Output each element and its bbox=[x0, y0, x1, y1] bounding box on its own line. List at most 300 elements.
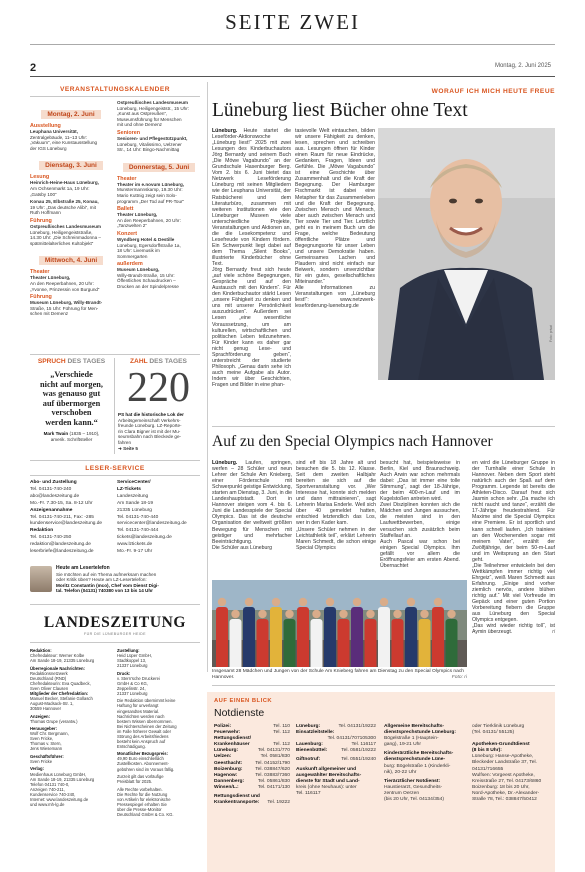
photo-person-head bbox=[339, 610, 347, 618]
calendar-event-line: Leuphana Universität, bbox=[30, 129, 78, 134]
impressum-line: Medienhaus Lüneburg GmbH, bbox=[30, 771, 87, 777]
calendar-event-line: 18 Uhr: Livemusik im bbox=[117, 248, 160, 254]
impressum-line: Alle Rechte vorbehalten. bbox=[117, 786, 163, 792]
notdienst-label: oder Tierklinik Lüneburg bbox=[472, 724, 525, 729]
photo-person-body bbox=[392, 619, 404, 667]
calendar-event bbox=[117, 182, 201, 204]
quote-line: was genauso gut bbox=[42, 389, 101, 399]
photo-person-body bbox=[284, 619, 296, 667]
calendar-event-line: Konau 25, Elbstraße 25, Konau, bbox=[30, 199, 99, 205]
number-text-line: Arbeitsgemeinschaft Verkehrs- bbox=[118, 417, 181, 423]
notdienst-label: Boizenburg: 18 bis 20 Uhr, bbox=[472, 784, 530, 790]
impressum-line: Anzeigen: bbox=[30, 713, 51, 719]
impressum-line: Deutschland GmbH & Co. KG. bbox=[117, 811, 174, 817]
notdienst-label: Hagenow: bbox=[214, 772, 238, 778]
calendar-event-line: schen mit Demenz bbox=[30, 311, 69, 317]
calendar-event bbox=[30, 180, 112, 197]
service-line: kundenservice@landeszeitung.de bbox=[30, 521, 103, 527]
photo-person-body bbox=[432, 607, 444, 667]
calendar-event-line: „Gatsby 100“ bbox=[30, 191, 57, 197]
impressum-line: Redaktion: bbox=[30, 648, 52, 653]
impressum-line: Zustellkosten. Abonnement- bbox=[117, 761, 169, 767]
impressum-line: Überregionale Nachrichten: bbox=[30, 665, 85, 671]
calendar-category: außerdem bbox=[117, 261, 143, 268]
impressum-line: Sven Fricke, bbox=[30, 736, 54, 742]
photo-person-body bbox=[446, 619, 458, 667]
number-text-line: fahren ➜ Seite 5 bbox=[118, 440, 201, 451]
service-label: Abo- und Zustellung bbox=[30, 480, 77, 485]
service-line: servicecenter@landeszeitung.de bbox=[117, 521, 187, 527]
impressum-line: Pressespiegel erhalten Sie bbox=[117, 801, 167, 807]
impressum-line: Chefredakteur: Werner Kolbe bbox=[30, 653, 85, 659]
notdienst-label: Wulfsen: Vorgeest Apotheke, bbox=[472, 772, 535, 778]
notdienst-row bbox=[296, 791, 376, 797]
notdienst-phone: Tel. 116117 bbox=[351, 742, 376, 748]
notdienst-label: (8 bis 8 Uhr): bbox=[472, 748, 502, 754]
impressum-line: Zurzeit gilt das vorläufige bbox=[117, 774, 164, 780]
calendar-event-line: Drucken an der Spindelpresse bbox=[117, 284, 179, 290]
photo-person-body bbox=[378, 607, 390, 667]
impressum-line: und www.mh-lg.de bbox=[30, 801, 65, 807]
impressum-line: Sven Fricke bbox=[30, 758, 53, 764]
notdienst-phone: Tel. 03883/7360 bbox=[255, 772, 290, 778]
impressum-line: Jens Wiesemann bbox=[30, 746, 63, 752]
service-label: Anzeigenannahme bbox=[30, 507, 73, 513]
notdienste-column-2 bbox=[296, 724, 376, 797]
notdienst-phone: Tel. 0581/830 bbox=[260, 754, 290, 760]
calendar-day-chip: Montag, 2. Juni bbox=[41, 110, 100, 119]
notdienst-label: dienstsprechstunde Lüne- bbox=[384, 757, 446, 763]
impressum-line: Heid Lüper GmbH, bbox=[117, 653, 152, 659]
calendar-event-line: mit und ohne Demenz bbox=[117, 122, 162, 128]
photo-person-head bbox=[299, 598, 307, 606]
notdienst-row bbox=[384, 797, 468, 803]
photo-person-body bbox=[419, 619, 431, 667]
impressum-line: Entschädigung. bbox=[117, 743, 146, 749]
photo-person-body bbox=[230, 619, 242, 667]
calendar-category: Ausstellung bbox=[30, 123, 61, 129]
notdienst-label: dienste für Stadt und Land- bbox=[296, 778, 360, 784]
notdienst-label: Rettungsdienst und bbox=[214, 794, 260, 800]
photo-person-head bbox=[218, 598, 226, 606]
number-heading: ZAHL DES TAGES bbox=[130, 358, 187, 365]
notdienst-phone: Tel. 19222 bbox=[267, 800, 290, 806]
quote-line: nicht auf morgen, bbox=[40, 379, 103, 389]
impressum-line: Deutschland (RND) bbox=[30, 675, 67, 681]
notdienst-label: Apotheken-Grundtdienst bbox=[472, 742, 530, 748]
number-text bbox=[118, 412, 201, 451]
impressum-line: Anzeigen 740-211, bbox=[30, 786, 65, 792]
impressum-line: Zustellung: bbox=[117, 648, 140, 653]
article1-column-2: tasievolle Welt eintauchen, bilden wir unsere Fähigkeit zu denken, lesen, sprechen und schreiben aus. Lesungen öffnen für Kinder einen Raum für neue Eindrücke, Gedanken, Fragen, Ideen und Gefühle. Die „Möwe Vagabundo“ ist eine Geschichte über Zusammenhalt und die Kraft der Begegnung. Der Hamburger Fischmarkt ist dabei eine Metapher für das Zusammenleben und die Kraft der Begegnung. Zwischen Mensch und Mensch, aber auch zwischen Mensch und Tier sowie Tier und Tier. Letztlich geht es in meinem Buch um die Frage, welche Bedeutung öffentliche Plätze und Begegnungsorte für unser Leben und unsere Demokratie haben. Gemeinsames Lachen und Plaudern sind nicht einfach nur Beiwerk, sondern unverzichtbar für ein gutes, gesellschaftliches Miteinander.“ Alle Informationen zu Veranstaltungen von „Lüneburg liest!“: www.netzwerk-leseförderung-lueneburg.de bbox=[295, 128, 375, 310]
impressum-line: August-Madsack-Str. 1, bbox=[30, 700, 74, 706]
notdienst-label: Nord-Apotheke, Dr.-Alexander- bbox=[472, 790, 540, 796]
notdienst-phone: Tel. 038847/620 bbox=[255, 766, 290, 772]
calendar-event-line: Ostpreußisches Landesmuseum bbox=[30, 223, 101, 229]
photo-person-body bbox=[243, 607, 255, 667]
impressum-line: Störung des Arbeitsfriedens bbox=[117, 733, 169, 739]
impressum-line: Herausgeber: bbox=[30, 726, 57, 732]
notdienst-phone: Tel. 04131/707105300 bbox=[327, 736, 376, 742]
calendar-event-line: Senioren- und Pflegestützpunkt, bbox=[117, 135, 188, 141]
impressum-line: Internet: www.landeszeitung.de bbox=[30, 796, 89, 802]
impressum-line: Die Rechte für die Nutzung bbox=[117, 791, 168, 797]
impressum-line: Thomas Grupe (verantw.) bbox=[30, 718, 78, 724]
calendar-day-chip: Donnerstag, 5. Juni bbox=[123, 163, 195, 172]
notdienst-label: Tel. 116117 bbox=[296, 790, 321, 796]
quote-line: werden kann.“ bbox=[45, 417, 98, 427]
calendar-category: Führung bbox=[30, 294, 52, 301]
notdienst-row bbox=[214, 800, 290, 806]
article1-column-1: Lüneburg. Heute startet die Lesefördеr-Aktionswoche „Lüneburg liest!“ 2025 mit zwei Lesungen des Kinderbuchautors Jörg Bernardy und seinem Buch „Die Möwe Vagabundo“ an der Grundschule Hasenburger Berg. Vom 2. bis 6. Juni bietet das Netzwerk Leseförderung Lüneburg mit seinen Mitgliedern wie der Leuphana Universität, der Ratsbücherei und dem Literaturbüro, zusammen mit weiteren Institutionen wie den Lüneburger Museen viele unterschiedliche Projekte, Veranstaltungen und Aktionen an, die die Lesekompetenz und Lesefreude von Kindern fördern. Ein Schwerpunkt liegt dabei auf dem Thema „Silent Books“, illustrierte Kinderbücher ohne Text. Jörg Bernardy freut sich heute „auf viele schöne Begegnungen, Gespräche und auf den Austausch mit den Kindern“. Für den Kinderbuchautor stärkt Lesen „unsere Fähigkeit zu denken und uns mit unserer Persönlichkeit auszudrücken“. Außerdem sei Lesen „eine wesentliche Voraussetzung, um am kulturellen, wirtschaftlichen und politischen Leben teilzunehmen. Für Kinder kann es daher gar nicht genug Lese- und Sprachförderung geben“, unterstreicht der studierte Philosoph. „Genau darin sehe ich auch meine Aufgabe als Autor. Indem wir über Geschichten, Fragen und Bilder in eine phan- bbox=[212, 128, 291, 388]
number-text-line: freunde Lüneburg. LZ-Reporte- bbox=[118, 423, 182, 429]
service-line: 21335 Lüneburg bbox=[117, 507, 152, 513]
calendar-event-line: Wyndberg Hotel & Destille bbox=[117, 236, 175, 242]
calendar-event-line: Lüneburg, Vitalissimo, Uelzener bbox=[117, 141, 182, 147]
impressum-line: Wolf Chr. Bergmann, bbox=[30, 731, 69, 737]
number-value: 220 bbox=[127, 365, 190, 411]
calendar-event-line: Straße, 15 Uhr: Führung für Men- bbox=[30, 305, 99, 311]
notdienst-phone: Tel. 0551/19240 bbox=[341, 757, 376, 763]
calendar-day-row bbox=[117, 156, 201, 174]
calendar-day-row bbox=[30, 103, 112, 121]
notdienst-phone: Tel. 112 bbox=[273, 742, 290, 748]
photo-person-head bbox=[353, 598, 361, 606]
photo-person-head bbox=[434, 598, 442, 606]
photo-person-head bbox=[407, 598, 415, 606]
notdienst-label: Krankentransporte: bbox=[214, 800, 260, 806]
quote-line: auf übermorgen bbox=[42, 398, 101, 408]
photo-person-head bbox=[285, 610, 293, 618]
impressum-line: 21337 Lüneburg bbox=[117, 663, 148, 669]
impressum-line: eingesandtes Material. bbox=[117, 708, 160, 714]
photo-person-body bbox=[351, 607, 363, 667]
number-text-line: rin Clara Bigner ist mit der Mu- bbox=[118, 428, 181, 434]
lesertelefon-line: Sie möchten auf ein Thema aufmerksam machen bbox=[56, 571, 157, 577]
calendar-category: Konzert bbox=[117, 230, 138, 237]
impressum-line: Preisblatt für 2025. bbox=[117, 779, 153, 785]
calendar-category: Führung bbox=[30, 217, 52, 224]
header-rule-bottom bbox=[30, 76, 555, 77]
photo-person-head bbox=[420, 610, 428, 618]
service-line: leserbriefe@landeszeitung.de bbox=[30, 549, 94, 555]
notdienst-label: gang), 19-21 Uhr bbox=[384, 742, 421, 748]
notdienst-label: Stralle 78, Tel.: 038847/50412 bbox=[472, 797, 537, 803]
article2-headline: Auf zu den Special Olympics nach Hannover bbox=[212, 433, 493, 450]
impressum-line: Kundenservice 740-240, bbox=[30, 791, 76, 797]
notdienst-label: Kinderärztliche Bereitschafts- bbox=[384, 751, 454, 757]
quote-author: Mark Twain (1835 – 1910), amerik. Schriftsteller bbox=[43, 431, 100, 442]
notdienst-label: Giftnotruf: bbox=[296, 757, 321, 763]
impressum-line: im Falle höherer Gewalt oder bbox=[117, 728, 171, 734]
impressum-line: GmbH & Co KG, bbox=[117, 680, 148, 686]
photo-person-head bbox=[258, 610, 266, 618]
photo-person-body bbox=[297, 607, 309, 667]
impressum-line: Chefredakteurin: Eva Quadbeck, bbox=[30, 680, 91, 686]
notdienst-label: (bis 20 Uhr, Tel. 04134/354) bbox=[384, 797, 444, 803]
notdienst-label: Rettungsdienst/ bbox=[214, 736, 251, 742]
calendar-event-line: Museumsführung für Menschen bbox=[117, 116, 182, 122]
service-line: Landeszeitung bbox=[117, 493, 149, 499]
page-number: 2 bbox=[30, 62, 37, 74]
calendar-event-line: Museum Lüneburg, Willy-Brandt- bbox=[30, 300, 103, 306]
calendar-event-line: der IGS Lüneburg bbox=[30, 145, 67, 151]
service-line: redaktion@landeszeitung.de bbox=[30, 542, 91, 548]
calendar-column-2 bbox=[117, 100, 201, 292]
notdienst-label: Allgemeine Bereitschafts- bbox=[384, 724, 445, 729]
notdienst-label: Feuerwehr: bbox=[214, 730, 241, 736]
calendar-event-line: spätmittelalterliches Kultobjekt“ bbox=[30, 240, 94, 246]
calendar-heading: VERANSTALTUNGSKALENDER bbox=[59, 86, 171, 93]
calendar-event-line: Öffentliches Schaudrucken – bbox=[117, 278, 176, 284]
impressum-line: Am Sande 18-19, 21335 Lüneburg bbox=[30, 776, 95, 782]
lesertelefon-line: oder Kritik üben? Heute am LZ-Lesertelefon: bbox=[56, 577, 147, 583]
page-section-title: SEITE ZWEI bbox=[225, 10, 360, 34]
calendar-category: Senioren bbox=[117, 129, 141, 136]
notdienst-phone: Tel. 04171/130 bbox=[257, 784, 290, 790]
notdienste-kicker: AUF EINEN BLICK bbox=[214, 698, 273, 704]
reporter-avatar bbox=[30, 566, 52, 592]
calendar-event-line: Lüneburg, Egersdorffstraße 1a, bbox=[117, 242, 181, 248]
photo-person-head bbox=[366, 610, 374, 618]
notdienst-phone: Tel. 112 bbox=[273, 730, 290, 736]
calendar-category: Theater bbox=[30, 269, 50, 276]
calendar-event-line: Theater Lüneburg, bbox=[30, 275, 71, 281]
photo-person-body bbox=[216, 607, 228, 667]
notdienst-label: Einsatzleitstelle: bbox=[296, 730, 335, 736]
impressum-line: Monatlicher Bezugspreis: bbox=[117, 751, 168, 757]
service-line: www.lztickets.de bbox=[117, 542, 153, 548]
number-link[interactable]: ➜ Seite 5 bbox=[118, 445, 138, 451]
calendar-category: Lesung bbox=[30, 174, 50, 181]
calendar-event bbox=[30, 199, 112, 216]
notdienst-phone: Tel. 04131/19222 bbox=[338, 724, 376, 729]
service-line: tickets@landeszeitung.de bbox=[117, 535, 172, 541]
photo-person-body bbox=[257, 619, 269, 667]
calendar-category: Theater bbox=[117, 175, 137, 182]
calendar-event-line: 14.30 Uhr: „Die Schreinmadonna – bbox=[30, 235, 101, 241]
notdienst-label: Winsen/L.: bbox=[214, 784, 239, 790]
calendar-event-line: Theater im e.novum Lüneburg, bbox=[117, 181, 185, 187]
calendar-event-line: Theater Lüneburg, bbox=[117, 212, 158, 218]
notdienst-label: nik), 20-22 Uhr bbox=[384, 769, 417, 775]
impressum-line: Nachrichten werden nach bbox=[117, 713, 165, 719]
calendar-event-line: Museum Lüneburg, bbox=[117, 267, 160, 273]
photo-person-head bbox=[312, 610, 320, 618]
notdienst-label: Boizenburg: bbox=[214, 766, 243, 772]
impressum-line: 49,90 Euro einschließlich bbox=[117, 756, 164, 762]
article2-caption: Insgesamt 28 Mädchen und Jungen von der Schule Am Knieberg fahren am Dienstag zu den Special Olympics nach Hannover. Foto: ri bbox=[212, 669, 467, 680]
notdienst-label: Haustierarzt, Gesundheits- bbox=[384, 784, 443, 790]
article2-column-3: besucht hat, beispielsweise in Berlin, Kiel und Braunschweig. Auch Arwin war schon mehrmals dabei: „Das ist immer eine tolle Stimmung“, sagt der 18-Jährige, der beim 400-m-Lauf und im Kugelstoßen antreten wird. Zwei Disziplinen konnten sich die Mädchen und Jungen aussuchen, die meisten sind in den Laufwettbewerben, einige versuchen sich zusätzlich beim Staffellauf an. Auch Pascal war schon bei einigen Special Olympics. Ihm gefällt vor allem die Eröffnungsfeier am ersten Abend. Übernachtet bbox=[380, 460, 460, 569]
notdienst-label: Bienenbüttel: bbox=[296, 748, 328, 754]
calendar-event-line: Am Ochsenmarkt 1a, 19 Uhr: bbox=[30, 185, 90, 191]
impressum-line: Sven Oliver Clausen bbox=[30, 685, 69, 691]
notdienste-column-1 bbox=[214, 724, 290, 806]
impressum-line: Mitglieder der Chefredaktion: bbox=[30, 690, 89, 696]
impressum-line: Zeppelinstr. 24, bbox=[117, 685, 146, 691]
notdienst-row bbox=[472, 797, 554, 803]
photo-person-head bbox=[245, 598, 253, 606]
service-line: Tel. 04131-740-211, Fax: -285 bbox=[30, 514, 94, 520]
service-line: Tel. 04131-740-444 bbox=[117, 528, 159, 534]
service-line: Tel. 04131-740-250 bbox=[30, 535, 72, 541]
notdienst-label: Bögelstraße 1 (Hauptein- bbox=[384, 736, 439, 742]
photo-person-head bbox=[447, 610, 455, 618]
lesertelefon-line: Moritz Constantin (mco), Chef vom Dienst Digi- bbox=[56, 582, 159, 588]
calendar-category: Ballett bbox=[117, 206, 134, 213]
impressum-line: bestem Wissen übernommen. bbox=[117, 718, 173, 724]
notdienst-label: zentrum Oerzen bbox=[384, 790, 420, 796]
impressum-line: besteht kein Anspruch auf bbox=[117, 738, 166, 744]
notdienste-headline: Notdienste bbox=[214, 707, 265, 719]
impressum-column-1 bbox=[30, 648, 112, 807]
photo-person-head bbox=[272, 598, 280, 606]
calendar-event-line: „Tanzwelten 2“ bbox=[117, 223, 147, 229]
notdienst-label: Lüneburg: Hanse-Apotheke, bbox=[472, 754, 534, 760]
calendar-column-1 bbox=[30, 100, 112, 319]
notdienst-phone: Tel. 04152/1790 bbox=[255, 760, 290, 766]
impressum-line: von Artikeln für elektronische bbox=[117, 796, 171, 802]
calendar-event-line: „Yvonne, Prinzessin von Burgund“ bbox=[30, 286, 100, 292]
photo-person-body bbox=[270, 607, 282, 667]
calendar-event-line: Heinrich-Heine-Haus Lüneburg, bbox=[30, 180, 99, 186]
impressum-line: v. Stern'sche Druckerei bbox=[117, 675, 160, 681]
impressum-line: Druck: bbox=[117, 670, 131, 676]
notdienst-label: kreis (ohne Neuhaus): unter bbox=[296, 784, 357, 790]
calendar-event-line: Lüneburg, Heiligengeiststraße, bbox=[30, 229, 93, 235]
article2-column-2: sind elf bis 18 Jahre alt und besuchen die 5. bis 12. Klasse. Seit dem zweiten Halbjahr bereiten sie sich auf die Sportveranstaltung vor. „Wer Interesse hat, konnte sich melden und dann mittrainieren“, sagt Lehrerin Marisa Enderle. Weil sich über 40 gemeldet hatten, entschied letztendlich das Los, wer in den Kader kam. „Unsere Schüler nehmen in der Leichtathletik teil“, erklärt Lehrerin Maren Schmedt, die schon einige Special Olympics bbox=[296, 460, 376, 551]
photo-person-body bbox=[405, 607, 417, 667]
calendar-event-line: An den Reeperbahnen, 20 Uhr: bbox=[30, 280, 94, 286]
notdienst-label: Polizei: bbox=[214, 724, 232, 729]
service-label: LZ-Tickets bbox=[117, 486, 141, 492]
impressum-line: Thomas v. Stern, bbox=[30, 741, 62, 747]
newspaper-logo: LANDESZEITUNG bbox=[43, 614, 187, 631]
notdienst-phone: Tel. 110 bbox=[273, 724, 290, 729]
calendar-event bbox=[30, 300, 112, 317]
impressum-line: Verlag: bbox=[30, 766, 44, 772]
service-label: Redaktion bbox=[30, 528, 54, 534]
notdienst-label: Tierärztlicher Notdienst: bbox=[384, 778, 441, 784]
calendar-event-line: Sommergarten bbox=[117, 253, 148, 259]
service-contacts-left bbox=[30, 480, 112, 556]
service-line: abo@landeszeitung.de bbox=[30, 493, 80, 499]
author-portrait-photo bbox=[378, 128, 555, 380]
issue-date: Montag, 2. Juni 2025 bbox=[494, 63, 551, 69]
impressum-line: Haftung für unverlangt bbox=[117, 703, 159, 709]
calendar-event bbox=[117, 267, 201, 289]
calendar-event bbox=[30, 275, 112, 292]
impressum-line: 21337 Lüneburg bbox=[117, 690, 148, 696]
notdienst-label: dienstsprechstunde Lüneburg: bbox=[384, 730, 457, 736]
impressum-line: 30559 Hannover bbox=[30, 706, 61, 712]
service-line: Tel. 04131-740-240 bbox=[30, 486, 72, 492]
photo-person-body bbox=[311, 619, 323, 667]
calendar-event bbox=[30, 129, 112, 151]
notdienst-label: burg: Bögelstraße 1 (Kinderkli- bbox=[384, 763, 451, 769]
calendar-day-row bbox=[30, 154, 112, 172]
calendar-event-line: Str., 14 Uhr: Bingo-Nachmittag bbox=[117, 147, 180, 153]
article2-column-4: en wird die Lüneburger Gruppe in der Turnhalle einer Schule in Hannover. Neben dem Sport steht natürlich auch der Spaß auf dem Programm. Legende ist bereits die Athleten-Disco. Darauf freut sich Jasmin schon sehr. „Da mache ich nicht raucht und tanze“, erzählt die 17-Jährige freudestrahlend. Für Maxime sind die Special Olympics eine Premiere. Er ist sportlich und kann schnell laufen. „Ich trainiere an den Wochenenden sogar mit meinem Vater“, erzählt der Zwölfjährige, der beim 50-m-Lauf und im Weitsprung an den Start geht. „Die Teilnehmer entwickeln bei den Wettkämpfen immer richtig viel Ehrgeiz“, weiß Maren Schmedt aus Erfahrung. „Einige sind vorher ziemlich nervös, andere blühen richtig auf.“ Mit viel Vorfreude im Gepäck und einer guten Portion Vorbereitung fiebern die Gruppe aus Lüneburg den Special Olympics entgegen. „Das wird wieder richtig toll“, ist Aymin überzeugt. ri bbox=[472, 460, 555, 636]
service-line: Tel. 04131-740-440 bbox=[117, 514, 159, 520]
number-text-line: seumsbahn nach Bleckede ge- bbox=[118, 434, 182, 440]
impressum-line: gebühren sind im Voraus fällig. bbox=[117, 766, 175, 772]
calendar-event-line: „Kunst aus Ostpreußen“, bbox=[117, 111, 168, 117]
calendar-event-line: Willy-Brandt-Straße, 15 Uhr: bbox=[117, 272, 175, 278]
notdienst-label: Kreisstraße 27, Tel. 04173/6860 bbox=[472, 778, 542, 784]
quote-text bbox=[30, 370, 113, 428]
calendar-event-line: Munstermannskamp, 19.30 Uhr: bbox=[117, 187, 183, 193]
article2-column-1: Lüneburg. Laufen, springen, werfen – 28 Schüler und neun Lehrer der Schule Am Knieberg, einer Förderschule mit Schwerpunkt geistige Entwicklung, starten am Dienstag, 3. Juni, in die Landeshauptstadt. Dort in Hannover steigen vom 4. bis 6. Juni die Landesspiele der Special Olympics. Das ist die deutsche Organisation der weltweit größten Bewegung für Menschen mit geistiger und mehrfacher Beeinträchtigung. Die Schüler aus Lüneburg bbox=[212, 460, 292, 551]
notdienste-column-4 bbox=[472, 724, 554, 803]
impressum-line: Manuel Becker, Stefanie Gollasch bbox=[30, 695, 93, 701]
calendar-day-chip: Mittwoch, 4. Juni bbox=[39, 256, 103, 265]
photo-person-head bbox=[326, 598, 334, 606]
calendar-event-line: Lüneburg, Heiligengeiststr., 15 Uhr: bbox=[117, 105, 190, 111]
calendar-day-chip: Dienstag, 3. Juni bbox=[39, 161, 103, 170]
header-rule bbox=[30, 44, 555, 45]
notdienst-label: Bleckeder Landstraße 37, Tel. bbox=[472, 760, 537, 766]
quote-line: verschoben bbox=[51, 408, 92, 418]
lesertelefon-line: tal. Telefon (04131) 740380 von 13 bis 14 Uhr bbox=[56, 588, 153, 594]
calendar-event-line: Zentralgebäude, 11–13 Uhr: bbox=[30, 134, 88, 140]
notdienst-label: Lauenburg: bbox=[296, 742, 323, 748]
calendar-event bbox=[117, 237, 201, 259]
impressum-line: Geschäftsführer: bbox=[30, 753, 64, 759]
impressum-column-2 bbox=[117, 648, 201, 817]
calendar-event-line: An den Reeperbahnen, 20 Uhr: bbox=[117, 217, 181, 223]
quote-heading: SPRUCH DES TAGES bbox=[37, 358, 106, 365]
photo-person-head bbox=[393, 610, 401, 618]
calendar-event bbox=[117, 100, 201, 128]
newspaper-logo-sub: FÜR DIE LÜNEBURGER HEIDE bbox=[84, 632, 146, 636]
notdienst-label: Geesthacht: bbox=[214, 760, 243, 766]
impressum-line: Redaktionsnetzwerk bbox=[30, 670, 68, 676]
calendar-event-line: programm „Der Tod auf PR-Tour“ bbox=[117, 198, 185, 204]
notdienst-label: Auskunft allgemeiner und ausgewählter Bereitschafts- bbox=[296, 766, 362, 778]
calendar-event-line: 19 Uhr: „Das deutsche Alibi“, mit bbox=[30, 204, 96, 210]
photo-person-head bbox=[231, 610, 239, 618]
calendar-event bbox=[117, 212, 201, 229]
service-heading: LESER-SERVICE bbox=[85, 465, 145, 472]
lesertelefon-box: Heute am Lesertelefon Sie möchten auf ein Thema aufmerksam machen oder Kritik üben? Heute am LZ-Lesertelefon: Moritz Constantin (mco), Chef vom Dienst Digi- tal. Telefon (04131) 740380 von 13 bis 14 Uhr bbox=[56, 565, 202, 594]
calendar-event-line: Ostpreußisches Landesmuseum bbox=[117, 100, 188, 105]
notdienst-row bbox=[296, 767, 376, 779]
article1-photo-credit: Foto: privat bbox=[549, 325, 553, 342]
calendar-event bbox=[117, 136, 201, 153]
article1-kicker: WORAUF ICH MICH HEUTE FREUE bbox=[431, 88, 555, 95]
notdienste-column-3 bbox=[384, 724, 468, 803]
article1-headline: Lüneburg liest Bücher ohne Text bbox=[212, 100, 468, 121]
photo-person-body bbox=[338, 619, 350, 667]
notdienst-phone: Tel. 04131/770 bbox=[257, 748, 290, 754]
notdienst-phone: Tel. 05861/830 bbox=[257, 778, 290, 784]
photo-person-head bbox=[380, 598, 388, 606]
quote-line: „Verschiede bbox=[50, 370, 93, 379]
calendar-day-row bbox=[30, 249, 112, 267]
impressum-line: Am Sande 18-19, 21335 Lüneburg bbox=[30, 658, 95, 664]
calendar-event bbox=[30, 224, 112, 246]
notdienst-label: Uelzen: bbox=[214, 754, 232, 760]
notdienst-label: 04131/716655 bbox=[472, 766, 504, 772]
service-line: Mo.-Fr. 9-17 Uhr bbox=[117, 549, 153, 555]
notdienst-label: (Tel. 04131/ 55125) bbox=[472, 730, 515, 736]
impressum-line: Die Redaktion übernimmt keine bbox=[117, 698, 176, 704]
notdienst-label: Lüneburg: bbox=[214, 748, 239, 754]
impressum-line: Telefon 04131 740-0, bbox=[30, 781, 70, 787]
notdienst-label: Lüneburg: bbox=[296, 724, 321, 729]
